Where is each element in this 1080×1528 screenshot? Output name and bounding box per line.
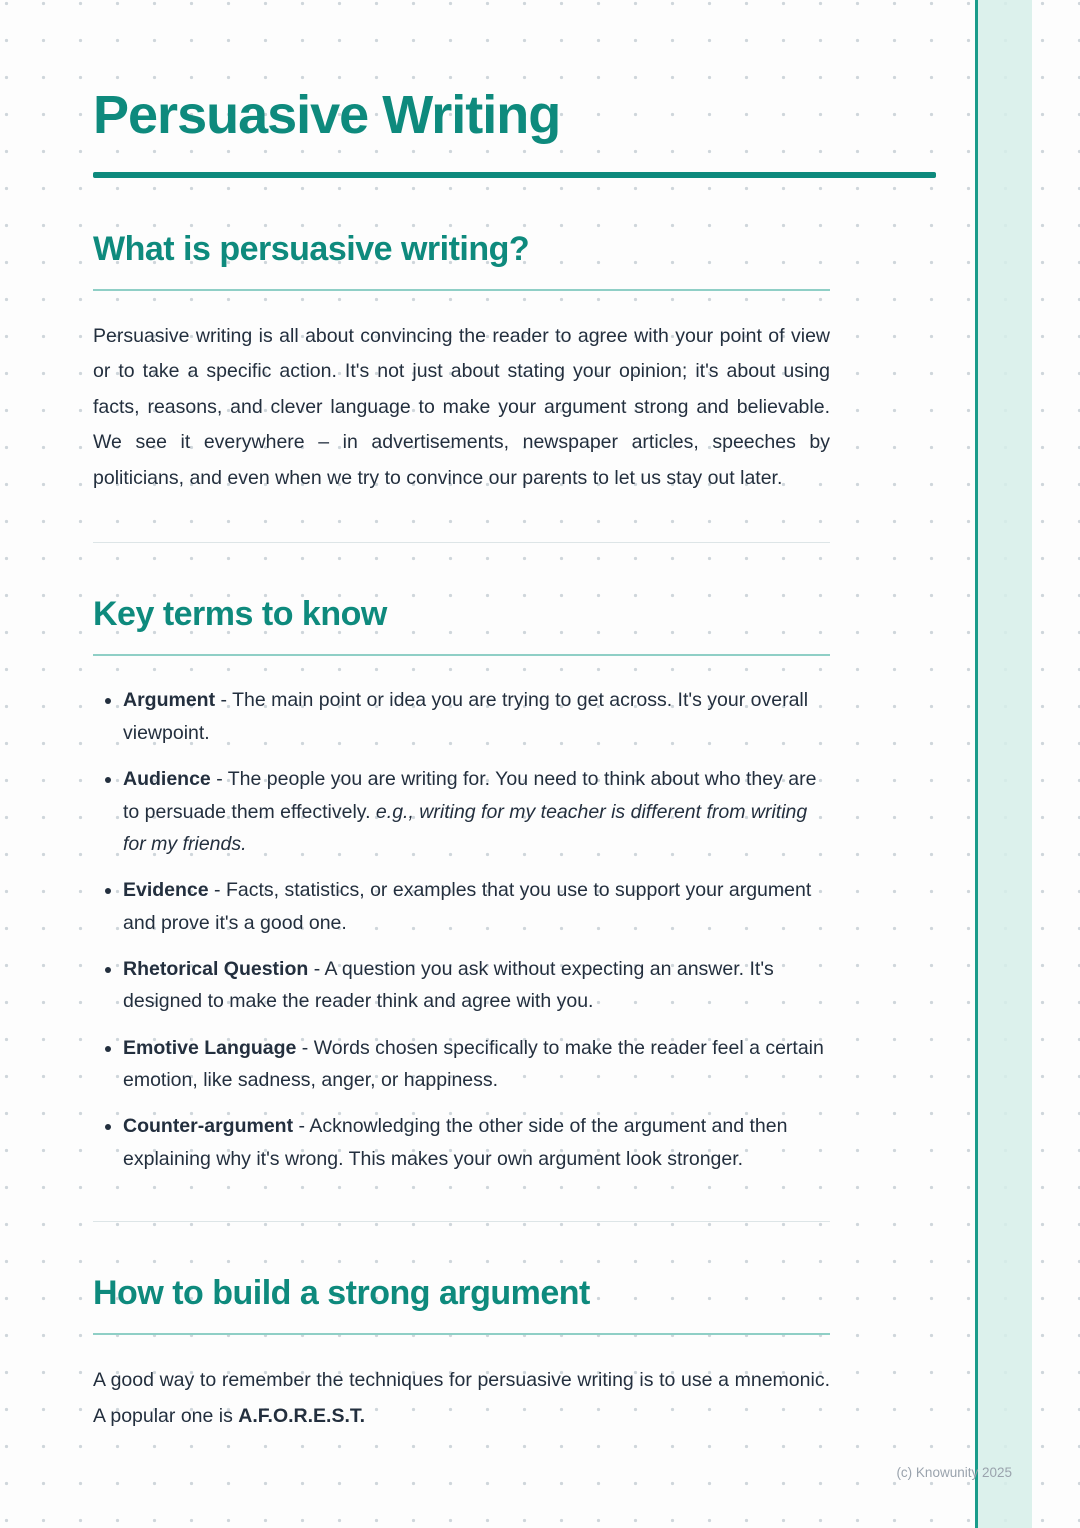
copyright-notice: (c) Knowunity 2025 — [896, 1465, 1012, 1480]
term-separator: - — [210, 768, 228, 791]
term-separator: - — [296, 1036, 314, 1059]
section-heading-rule — [93, 289, 830, 291]
list-item-counter-argument — [123, 1110, 830, 1175]
section-heading-build-argument: How to build a strong argument — [93, 1274, 590, 1313]
term-label: Audience — [123, 768, 211, 791]
term-separator: - — [308, 957, 325, 980]
section-heading-what-is: What is persuasive writing? — [93, 230, 530, 268]
term-description: The people you are writing for. You need to think about who they are to persuade them effectively. — [123, 768, 817, 823]
term-description: Facts, statistics, or examples that you use to support your argument and prove it's a good one. — [123, 879, 812, 934]
list-item-emotive-language — [123, 1032, 830, 1097]
section-build-argument — [93, 1274, 960, 1434]
section-heading-rule — [93, 1333, 830, 1335]
term-description: Words chosen specifically to make the reader feel a certain emotion, like sadness, anger, or happiness. — [123, 1036, 824, 1092]
decorative-side-stripe — [975, 0, 1032, 1528]
term-separator: - — [208, 879, 226, 902]
term-description: A question you ask without expecting an answer. It's designed to make the reader think and agree with you. — [123, 957, 774, 1013]
term-description: Acknowledging the other side of the argument and then explaining why it's wrong. This makes your own argument look stronger. — [123, 1115, 788, 1170]
term-example-italic: e.g., writing for my teacher is different from writing for my friends. — [123, 800, 808, 855]
title-underline-rule — [93, 172, 936, 178]
term-separator: - — [293, 1115, 310, 1138]
page-title: Persuasive Writing — [93, 85, 561, 145]
build-argument-paragraph — [93, 1363, 830, 1434]
term-label: Counter-argument — [123, 1115, 294, 1138]
intro-paragraph: Persuasive writing is all about convincing the reader to agree with your point of view or to take a specific action. It's not just about stating your opinion; it's about using facts, reasons, and clever language to make your argument strong and believable. We see it everywhere – in advertisements, newspaper articles, speeches by politicians, and even when we try to convince our parents to let us stay out later. — [93, 325, 830, 489]
section-key-terms — [93, 595, 960, 1175]
list-item-argument — [123, 684, 830, 749]
section-divider — [93, 1221, 830, 1222]
mnemonic-text: A.F.O.R.E.S.T. — [238, 1404, 366, 1427]
term-label: Emotive Language — [123, 1036, 297, 1059]
list-item-rhetorical-question — [123, 953, 830, 1018]
term-separator: - — [215, 689, 233, 712]
section-divider — [93, 542, 830, 543]
paragraph-text: A good way to remember the techniques for persuasive writing is to use a mnemonic. A popular one is — [93, 1369, 830, 1427]
term-label: Rhetorical Question — [123, 957, 309, 980]
key-terms-list — [93, 684, 830, 1175]
list-item-evidence — [123, 874, 830, 939]
section-heading-key-terms: Key terms to know — [93, 595, 387, 634]
section-what-is-persuasive-writing — [93, 230, 960, 496]
list-item-audience — [123, 763, 830, 860]
term-label: Evidence — [123, 879, 209, 902]
term-label: Argument — [123, 689, 216, 712]
section-heading-rule — [93, 654, 830, 656]
term-description: The main point or idea you are trying to get across. It's your overall viewpoint. — [123, 689, 809, 744]
